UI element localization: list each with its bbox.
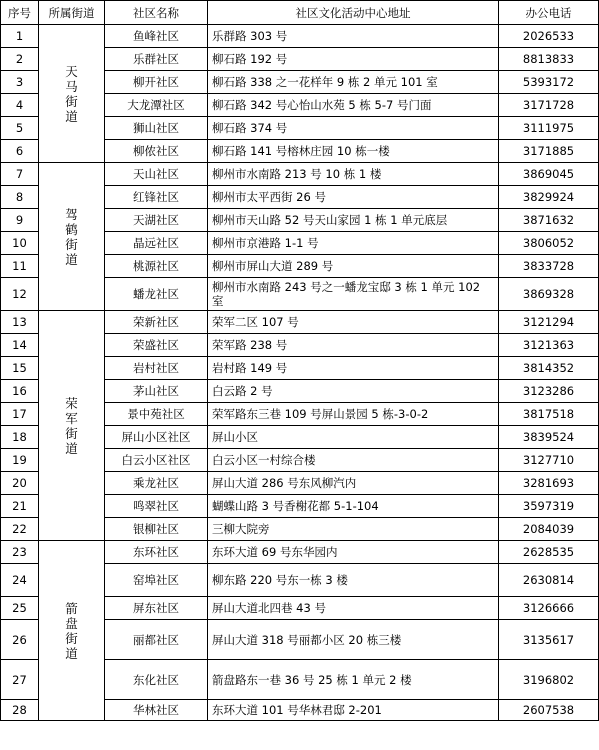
center-address: 柳州市水南路 243 号之一蟠龙宝邸 3 栋 1 单元 102 室: [208, 278, 499, 311]
center-address: 屏山大道 318 号丽都小区 20 栋三楼: [208, 620, 499, 660]
community-name: 茅山社区: [105, 380, 208, 403]
row-number: 21: [1, 495, 39, 518]
community-name: 岩村社区: [105, 357, 208, 380]
community-name: 窑埠社区: [105, 564, 208, 597]
office-phone: 3869045: [499, 163, 599, 186]
community-name: 东环社区: [105, 541, 208, 564]
row-number: 22: [1, 518, 39, 541]
center-address: 柳州市京港路 1-1 号: [208, 232, 499, 255]
center-address: 柳石路 141 号榕林庄园 10 栋一楼: [208, 140, 499, 163]
row-number: 12: [1, 278, 39, 311]
office-phone: 3817518: [499, 403, 599, 426]
row-number: 11: [1, 255, 39, 278]
community-name: 天湖社区: [105, 209, 208, 232]
center-address: 柳东路 220 号东一栋 3 楼: [208, 564, 499, 597]
row-number: 25: [1, 597, 39, 620]
office-phone: 2026533: [499, 25, 599, 48]
community-name: 丽都社区: [105, 620, 208, 660]
center-address: 箭盘路东一巷 36 号 25 栋 1 单元 2 楼: [208, 660, 499, 700]
office-phone: 3111975: [499, 117, 599, 140]
row-number: 14: [1, 334, 39, 357]
row-number: 5: [1, 117, 39, 140]
street-name: [39, 311, 105, 541]
center-address: 东环大道 69 号东华园内: [208, 541, 499, 564]
row-number: 26: [1, 620, 39, 660]
community-name: 白云小区社区: [105, 449, 208, 472]
center-address: 屏山小区: [208, 426, 499, 449]
row-number: 17: [1, 403, 39, 426]
row-number: 8: [1, 186, 39, 209]
center-address: 东环大道 101 号华林君邸 2-201: [208, 700, 499, 721]
center-address: 荣军路 238 号: [208, 334, 499, 357]
office-phone: 3839524: [499, 426, 599, 449]
office-phone: 3123286: [499, 380, 599, 403]
row-number: 19: [1, 449, 39, 472]
table-row: [1, 25, 599, 48]
community-name: 荣新社区: [105, 311, 208, 334]
community-name: 荣盛社区: [105, 334, 208, 357]
office-phone: 2628535: [499, 541, 599, 564]
table-row: [1, 541, 599, 564]
community-name: 晶远社区: [105, 232, 208, 255]
center-address: 蝴蝶山路 3 号香榭花都 5-1-104: [208, 495, 499, 518]
office-phone: 3806052: [499, 232, 599, 255]
office-phone: 2607538: [499, 700, 599, 721]
community-name: 银柳社区: [105, 518, 208, 541]
row-number: 2: [1, 48, 39, 71]
center-address: 柳州市太平西街 26 号: [208, 186, 499, 209]
office-phone: 2084039: [499, 518, 599, 541]
office-phone: 3135617: [499, 620, 599, 660]
row-number: 16: [1, 380, 39, 403]
community-name: 狮山社区: [105, 117, 208, 140]
row-number: 15: [1, 357, 39, 380]
center-address: 柳石路 374 号: [208, 117, 499, 140]
center-address: 岩村路 149 号: [208, 357, 499, 380]
office-phone: 3281693: [499, 472, 599, 495]
center-address: 白云小区一村综合楼: [208, 449, 499, 472]
street-name: [39, 25, 105, 163]
community-name: 乘龙社区: [105, 472, 208, 495]
row-number: 4: [1, 94, 39, 117]
community-name: 屏东社区: [105, 597, 208, 620]
community-name: 大龙潭社区: [105, 94, 208, 117]
street-label: 驾鹤街道: [65, 206, 78, 267]
community-name: 鸣翠社区: [105, 495, 208, 518]
row-number: 7: [1, 163, 39, 186]
office-phone: 3196802: [499, 660, 599, 700]
office-phone: 3126666: [499, 597, 599, 620]
office-phone: 3171885: [499, 140, 599, 163]
header-street: 所属街道: [39, 1, 105, 25]
row-number: 9: [1, 209, 39, 232]
center-address: 乐群路 303 号: [208, 25, 499, 48]
row-number: 10: [1, 232, 39, 255]
header-address: 社区文化活动中心地址: [208, 1, 499, 25]
center-address: 柳州市水南路 213 号 10 栋 1 楼: [208, 163, 499, 186]
center-address: 柳石路 192 号: [208, 48, 499, 71]
center-address: 白云路 2 号: [208, 380, 499, 403]
row-number: 3: [1, 71, 39, 94]
street-label: 箭盘街道: [65, 600, 78, 661]
community-name: 桃源社区: [105, 255, 208, 278]
community-name: 景中苑社区: [105, 403, 208, 426]
row-number: 18: [1, 426, 39, 449]
center-address: 柳州市天山路 52 号天山家园 1 栋 1 单元底层: [208, 209, 499, 232]
center-address: 柳州市屏山大道 289 号: [208, 255, 499, 278]
center-address: 屏山大道 286 号东风柳汽内: [208, 472, 499, 495]
office-phone: 3121294: [499, 311, 599, 334]
header-community: 社区名称: [105, 1, 208, 25]
row-number: 28: [1, 700, 39, 721]
community-name: 柳侬社区: [105, 140, 208, 163]
header-phone: 办公电话: [499, 1, 599, 25]
office-phone: 3871632: [499, 209, 599, 232]
table-row: [1, 163, 599, 186]
office-phone: 3829924: [499, 186, 599, 209]
community-name: 华林社区: [105, 700, 208, 721]
community-name: 蟠龙社区: [105, 278, 208, 311]
office-phone: 2630814: [499, 564, 599, 597]
street-name: [39, 163, 105, 311]
street-name: [39, 541, 105, 721]
row-number: 6: [1, 140, 39, 163]
community-name: 东化社区: [105, 660, 208, 700]
community-name: 乐群社区: [105, 48, 208, 71]
office-phone: 3127710: [499, 449, 599, 472]
row-number: 23: [1, 541, 39, 564]
office-phone: 5393172: [499, 71, 599, 94]
row-number: 20: [1, 472, 39, 495]
office-phone: 3833728: [499, 255, 599, 278]
community-name: 鱼峰社区: [105, 25, 208, 48]
header-no: 序号: [1, 1, 39, 25]
header-row: [1, 1, 599, 25]
community-name: 柳开社区: [105, 71, 208, 94]
center-address: 屏山大道北四巷 43 号: [208, 597, 499, 620]
community-name: 屏山小区社区: [105, 426, 208, 449]
office-phone: 8813833: [499, 48, 599, 71]
center-address: 三柳大院旁: [208, 518, 499, 541]
office-phone: 3171728: [499, 94, 599, 117]
center-address: 柳石路 338 之一花样年 9 栋 2 单元 101 室: [208, 71, 499, 94]
center-address: 荣军二区 107 号: [208, 311, 499, 334]
community-name: 天山社区: [105, 163, 208, 186]
office-phone: 3814352: [499, 357, 599, 380]
street-label: 天马街道: [65, 63, 78, 124]
community-name: 红锋社区: [105, 186, 208, 209]
street-label: 荣军街道: [65, 395, 78, 456]
row-number: 24: [1, 564, 39, 597]
office-phone: 3597319: [499, 495, 599, 518]
row-number: 1: [1, 25, 39, 48]
center-address: 柳石路 342 号心怡山水苑 5 栋 5-7 号门面: [208, 94, 499, 117]
office-phone: 3869328: [499, 278, 599, 311]
center-address: 荣军路东三巷 109 号屏山景园 5 栋-3-0-2: [208, 403, 499, 426]
row-number: 27: [1, 660, 39, 700]
table-row: [1, 311, 599, 334]
office-phone: 3121363: [499, 334, 599, 357]
row-number: 13: [1, 311, 39, 334]
